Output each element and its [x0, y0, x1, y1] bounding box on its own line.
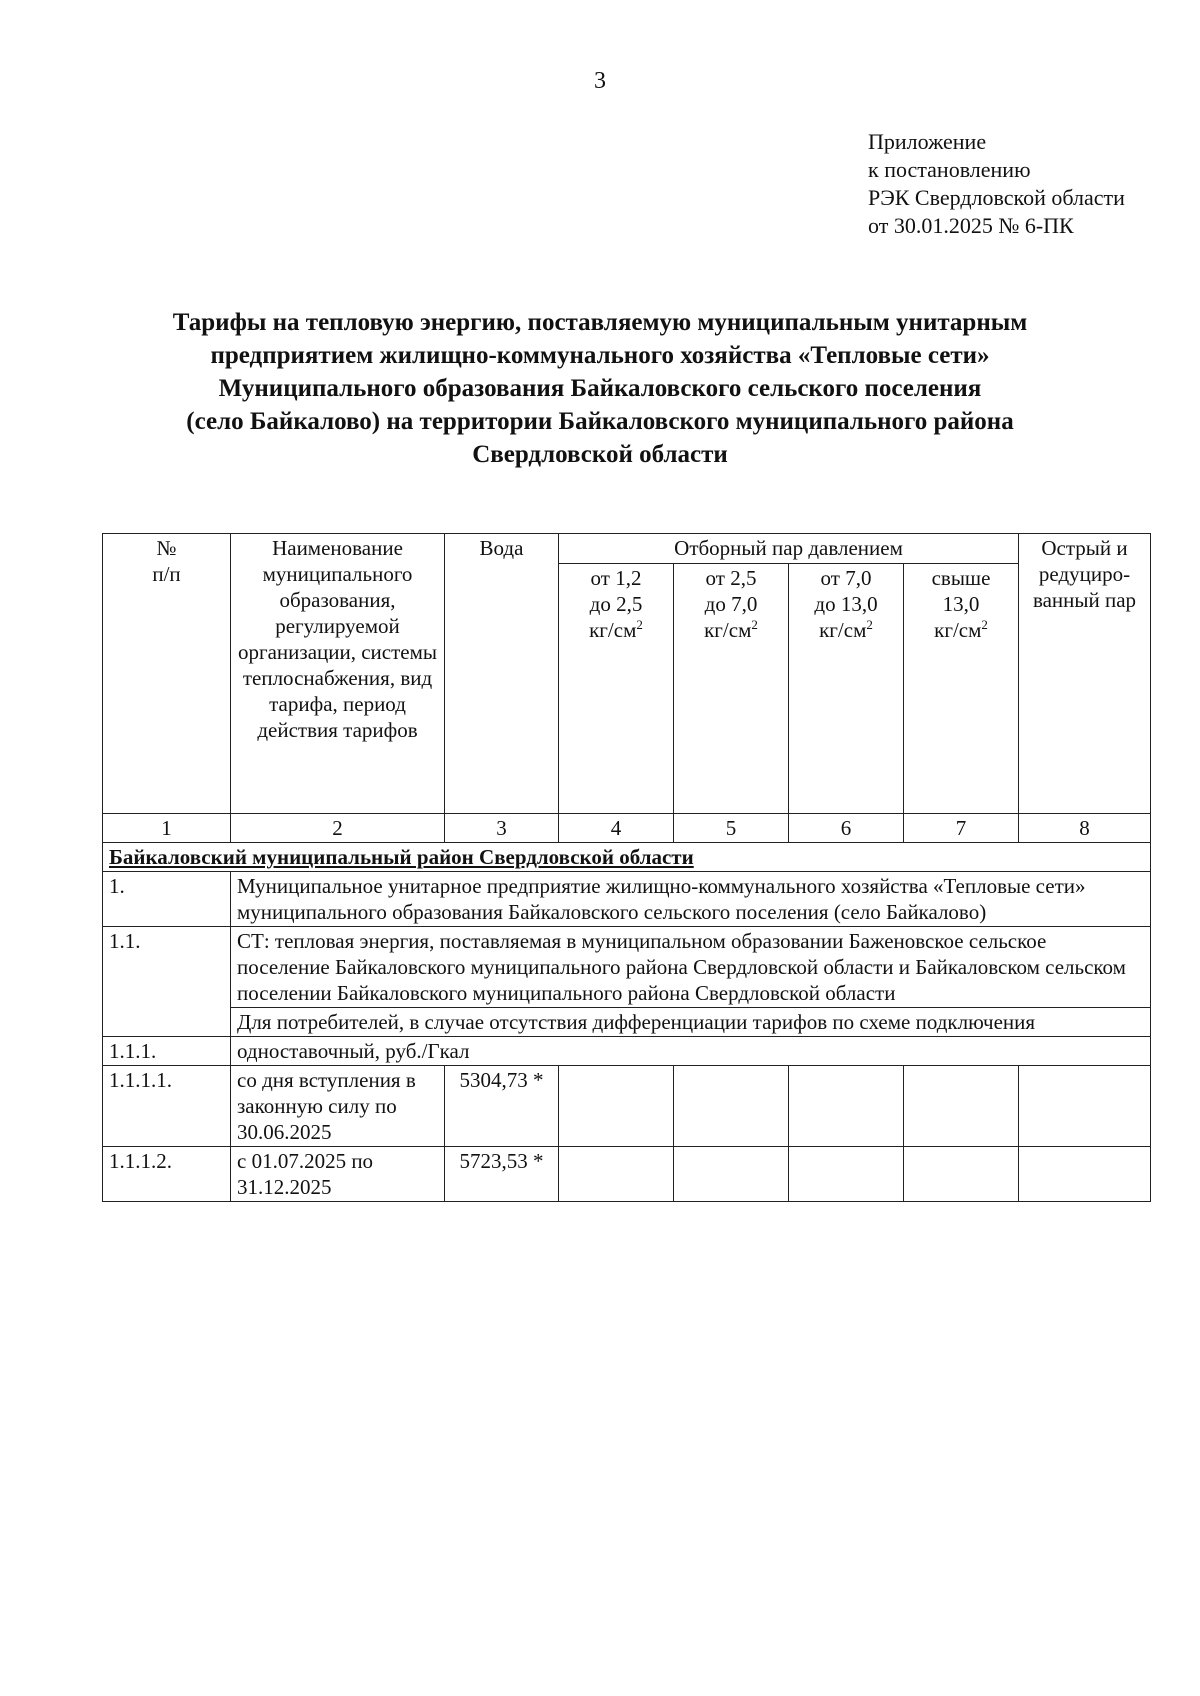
header-steam-group: Отборный пар давлением: [559, 534, 1019, 564]
column-number: 8: [1019, 814, 1151, 843]
row-number: 1.1.: [103, 927, 231, 1037]
title-line: (село Байкалово) на территории Байкаловского муниципального района: [186, 408, 1014, 435]
empty-cell: [789, 1147, 904, 1202]
appendix-line: к постановлению: [868, 157, 1031, 182]
empty-cell: [674, 1147, 789, 1202]
row-number: 1.1.1.2.: [103, 1147, 231, 1202]
appendix-line: РЭК Свердловской области: [868, 185, 1125, 210]
page-number: 3: [594, 68, 606, 94]
table-row: [103, 872, 1151, 927]
column-number: 7: [904, 814, 1019, 843]
empty-cell: [559, 1066, 674, 1147]
column-number: 4: [559, 814, 674, 843]
column-number: 2: [231, 814, 445, 843]
column-number: 3: [445, 814, 559, 843]
header-sharp-steam: Острый и редуциро-ванный пар: [1019, 534, 1151, 814]
table-row: [103, 1037, 1151, 1066]
water-tariff-value: 5304,73 *: [445, 1066, 559, 1147]
column-number-row: [103, 814, 1151, 843]
empty-cell: [904, 1147, 1019, 1202]
title-line: Муниципального образования Байкаловского сельского поселения: [218, 375, 982, 402]
table-row: [103, 1147, 1151, 1202]
table-row: [103, 1008, 1151, 1037]
header-name: Наименование муниципального образования, регулируемой организации, системы теплоснабжения, вид тарифа, период действия тарифов: [231, 534, 445, 814]
empty-cell: [1019, 1066, 1151, 1147]
title-line: предприятием жилищно-коммунального хозяйства «Тепловые сети»: [210, 342, 990, 369]
empty-cell: [789, 1066, 904, 1147]
row-period: со дня вступления в законную силу по 30.06.2025: [231, 1066, 445, 1147]
column-number: 1: [103, 814, 231, 843]
empty-cell: [1019, 1147, 1151, 1202]
row-period: с 01.07.2025 по 31.12.2025: [231, 1147, 445, 1202]
row-text: одноставочный, руб./Гкал: [231, 1037, 1151, 1066]
table-row: [103, 1066, 1151, 1147]
row-number: 1.: [103, 872, 231, 927]
empty-cell: [674, 1066, 789, 1147]
header-pressure-2: от 2,5 до 7,0 $кг/см^2$: [674, 564, 789, 814]
appendix-line: от 30.01.2025 № 6-ПК: [868, 213, 1074, 238]
table-row: [103, 927, 1151, 1008]
header-pressure-1: от 1,2 до 2,5 $кг/см^2$: [559, 564, 674, 814]
row-text: СТ: тепловая энергия, поставляемая в муниципальном образовании Баженовское сельское поселение Байкаловского муниципального района Свердловской области и Байкаловском сельском поселении Байкаловского муниципального района Свердловской области: [231, 927, 1151, 1008]
row-text: Муниципальное унитарное предприятие жилищно-коммунального хозяйства «Тепловые сети» муниципального образования Байкаловского сельского поселения (село Байкалово): [231, 872, 1151, 927]
row-text: Для потребителей, в случае отсутствия дифференциации тарифов по схеме подключения: [231, 1008, 1151, 1037]
section-title: Байкаловский муниципальный район Свердловской области: [103, 843, 1151, 872]
empty-cell: [559, 1147, 674, 1202]
row-number: 1.1.1.: [103, 1037, 231, 1066]
appendix-line: Приложение: [868, 129, 987, 154]
tariff-table: [102, 533, 1151, 1202]
column-number: 5: [674, 814, 789, 843]
header-pressure-3: от 7,0 до 13,0 $кг/см^2$: [789, 564, 904, 814]
title-line: Тарифы на тепловую энергию, поставляемую муниципальным унитарным: [172, 309, 1028, 336]
header-num: № п/п: [103, 534, 231, 814]
water-tariff-value: 5723,53 *: [445, 1147, 559, 1202]
document-title: [100, 306, 1100, 471]
row-number: 1.1.1.1.: [103, 1066, 231, 1147]
column-number: 6: [789, 814, 904, 843]
header-water: Вода: [445, 534, 559, 814]
section-row: [103, 843, 1151, 872]
empty-cell: [904, 1066, 1019, 1147]
header-pressure-4: свыше 13,0 $кг/см^2$: [904, 564, 1019, 814]
title-line: Свердловской области: [472, 441, 728, 468]
appendix-block: [868, 128, 1125, 240]
